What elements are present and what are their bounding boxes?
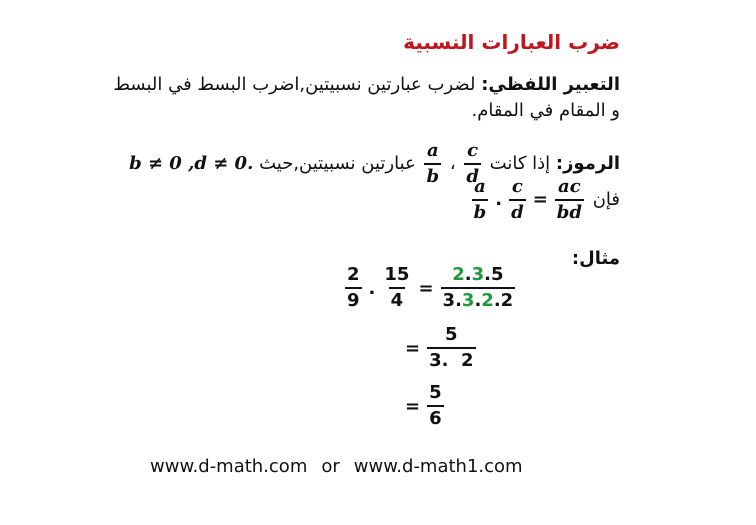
fraction-a-over-b <box>424 142 441 186</box>
fraction-numerator: 5 <box>445 324 458 345</box>
fraction-numerator: a <box>426 140 439 161</box>
factor: 2 <box>452 264 465 285</box>
dot-operator: . <box>495 189 503 210</box>
equals-sign: = <box>532 189 548 210</box>
factor: 3 <box>461 290 475 311</box>
equals-sign: = <box>405 337 421 359</box>
then-word: فإن <box>592 189 620 210</box>
fraction-a-over-b <box>472 178 489 222</box>
fraction-numerator <box>450 266 505 287</box>
dot-operator: . <box>368 277 376 299</box>
fraction-2-over-9 <box>345 266 362 310</box>
verbal-statement <box>110 72 620 124</box>
factored-fraction <box>441 266 516 310</box>
product-formula <box>469 178 587 222</box>
symbols-label: الرموز: <box>555 153 620 174</box>
page-title: ضرب العبارات النسبية <box>403 30 620 54</box>
factor: 3 <box>471 264 485 285</box>
fraction-numerator: 15 <box>384 264 410 285</box>
equals-sign: = <box>405 395 421 417</box>
fraction-denominator: bd <box>555 199 584 222</box>
or-text: or <box>321 456 340 477</box>
factor-dot: . <box>455 290 462 311</box>
factor: 2 <box>500 290 514 311</box>
fraction-numerator: ac <box>558 176 581 197</box>
factor-dot: . <box>484 264 491 285</box>
separator: ، <box>449 153 456 174</box>
verbal-text: لضرب عبارتين نسبيتين,اضرب البسط في البسط و المقام في المقام. <box>113 74 620 121</box>
factor-dot: . <box>493 290 501 311</box>
fraction-numerator: 2 <box>347 264 360 285</box>
fraction-denominator: 9 <box>345 287 362 310</box>
example-step-2 <box>401 326 479 370</box>
symbols-middle: عبارتين نسبيتين,حيث <box>253 153 416 174</box>
fraction-denominator: 4 <box>389 287 406 310</box>
fraction-numerator: c <box>467 140 479 161</box>
verbal-label: التعبير اللفظي: <box>481 74 620 95</box>
factor: 2 <box>481 290 494 311</box>
fraction-numerator: c <box>511 176 523 197</box>
factor-dot: . <box>474 290 482 311</box>
symbols-formula-line <box>469 178 620 222</box>
reduced-fraction <box>427 326 475 370</box>
equals-sign: = <box>418 277 434 299</box>
example-label: مثال: <box>571 248 620 269</box>
fraction-numerator: a <box>474 176 486 197</box>
fraction-denominator: b <box>472 199 489 222</box>
factor: 3 <box>442 290 456 311</box>
fraction-denominator: d <box>464 163 481 186</box>
fraction-denominator <box>441 287 516 310</box>
fraction-15-over-4 <box>382 266 411 310</box>
fraction-numerator: 5 <box>429 382 442 403</box>
website-link[interactable]: www.d-math.com <box>150 456 308 477</box>
fraction-denominator: d <box>509 199 526 222</box>
symbols-condition: b ≠ 0 ,d ≠ 0. <box>129 153 254 174</box>
fraction-c-over-d <box>509 178 526 222</box>
fraction-denominator: b <box>424 163 441 186</box>
fraction-denominator: 6 <box>427 405 444 428</box>
symbols-intro: إذا كانت <box>483 153 556 174</box>
final-fraction <box>427 384 444 428</box>
factor-dot: . <box>464 264 472 285</box>
factor: 5 <box>490 264 504 285</box>
footer-websites <box>150 456 523 477</box>
fraction-denominator: 3. 2 <box>427 347 475 370</box>
website-link[interactable]: www.d-math1.com <box>353 456 523 477</box>
example-step-3 <box>401 384 447 428</box>
fraction-ac-over-bd <box>555 178 584 222</box>
example-step-1 <box>342 266 518 310</box>
